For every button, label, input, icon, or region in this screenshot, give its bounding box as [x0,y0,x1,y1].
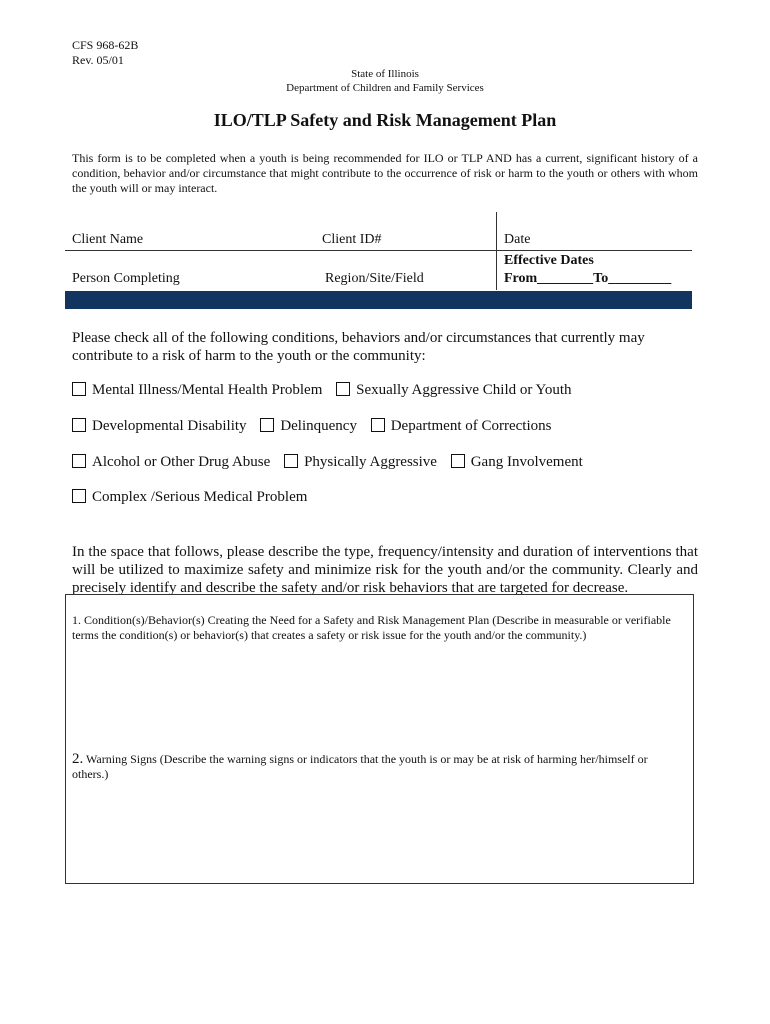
section-1-input-area[interactable] [72,645,684,745]
client-name-field[interactable]: Client Name [72,232,144,247]
region-field[interactable]: Region/Site/Field [325,271,424,286]
checkbox-gang-involvement[interactable]: Gang Involvement [451,454,583,471]
section-2-input-area[interactable] [72,790,684,878]
checkbox-sexually-aggressive[interactable]: Sexually Aggressive Child or Youth [336,382,571,399]
person-completing-field[interactable]: Person Completing [72,271,180,286]
checkbox-mental-illness[interactable]: Mental Illness/Mental Health Problem [72,382,322,399]
intro-paragraph: This form is to be completed when a youth is being recommended for ILO or TLP AND has a current, significant history of a condition, behavior and/or circumstance that might contribute to the occurrence of risk or harm to the youth or others with whom the youth will or may interact. [72,151,698,195]
checkbox-department-of-corrections[interactable]: Department of Corrections [371,418,552,435]
section-band [65,291,692,309]
checkbox-icon[interactable] [371,418,385,432]
revision-date: Rev. 05/01 [72,53,124,67]
checkbox-icon[interactable] [72,489,86,503]
checkbox-icon[interactable] [72,454,86,468]
date-field[interactable]: Date [504,232,531,247]
checkbox-physically-aggressive[interactable]: Physically Aggressive [284,454,437,471]
page-title: ILO/TLP Safety and Risk Management Plan [213,110,557,130]
checkbox-icon[interactable] [451,454,465,468]
section-1-heading: 1. Condition(s)/Behavior(s) Creating the Need for a Safety and Risk Management Plan (Describe in measurable or verifiable terms the condition(s) or behavior(s) that creates a safety or risk issue for the youth and/or the community.) [72,613,671,642]
checkbox-row-1 [72,382,582,399]
effective-dates-from-to[interactable]: From________To_________ [504,271,672,286]
form-number: CFS 968-62B [72,38,139,52]
section-2-heading [72,752,684,782]
interventions-paragraph: In the space that follows, please describe the type, frequency/intensity and duration of interventions that will be utilized to maximize safety and minimize risk for the youth and/or the community. Clearly and precisely identify and describe the safety and/or risk behaviors that are targeted for decrease. [72,544,698,596]
checkbox-icon[interactable] [260,418,274,432]
checkbox-icon[interactable] [336,382,350,396]
checkbox-icon[interactable] [72,382,86,396]
department-name: Department of Children and Family Services [286,82,484,94]
checkbox-icon[interactable] [284,454,298,468]
section-2-number: 2. [72,751,84,767]
checkbox-medical-problem[interactable]: Complex /Serious Medical Problem [72,489,307,506]
checkbox-delinquency[interactable]: Delinquency [260,418,357,435]
checkbox-row-3 [72,454,593,471]
section-2-text: Warning Signs (Describe the warning signs or indicators that the youth is or may be at risk of harming her/himself or others.) [72,752,648,781]
effective-dates-label: Effective Dates [504,253,594,268]
checkbox-row-2 [72,418,561,435]
checkbox-icon[interactable] [72,418,86,432]
checkbox-row-4 [72,489,317,506]
table-divider-vertical [496,212,497,290]
client-id-field[interactable]: Client ID# [322,232,382,247]
checkbox-developmental-disability[interactable]: Developmental Disability [72,418,247,435]
table-divider-horizontal [65,250,692,251]
state-name: State of Illinois [351,68,419,80]
conditions-prompt: Please check all of the following conditions, behaviors and/or circumstances that currently may contribute to a risk of harm to the youth or the community: [72,330,645,364]
checkbox-alcohol-drug-abuse[interactable]: Alcohol or Other Drug Abuse [72,454,270,471]
